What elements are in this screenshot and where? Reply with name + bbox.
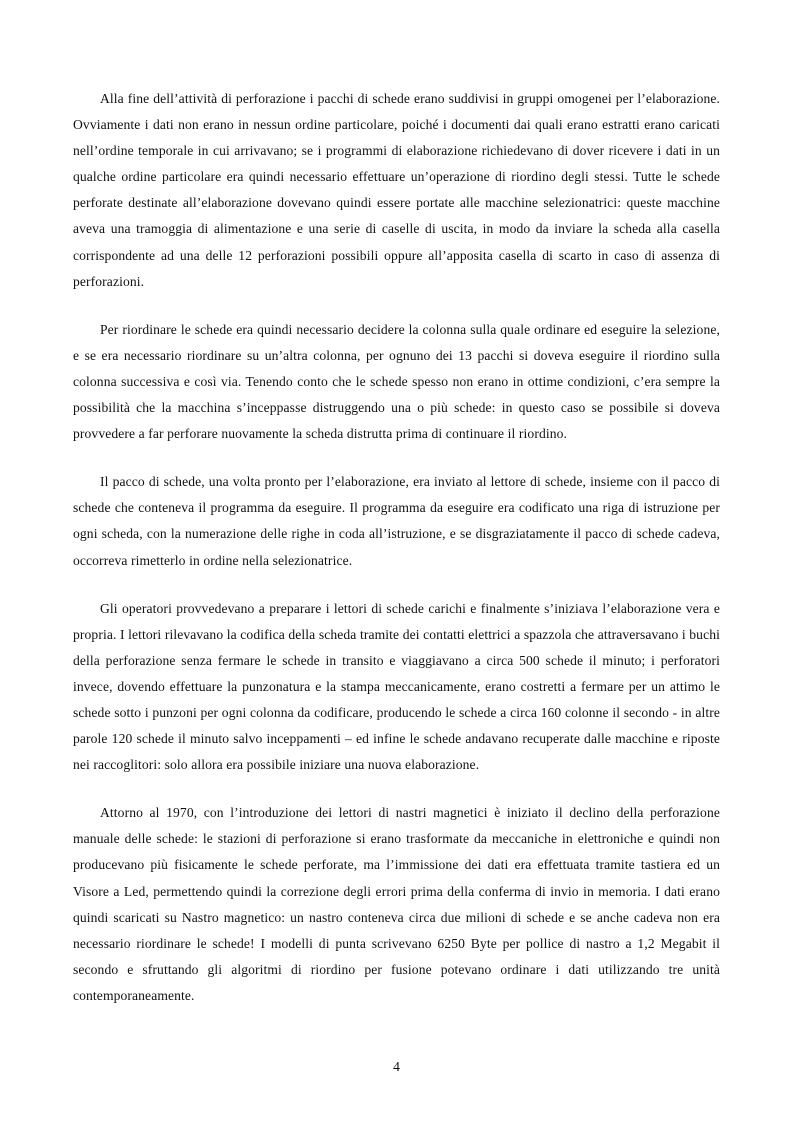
paragraph-4: Gli operatori provvedevano a preparare i lettori di schede carichi e finalmente s’iniziava l’elaborazione vera e propria. I lettori rilevavano la codifica della scheda tramite dei contatti elettrici a spazzola che attraversavano i buchi della perforazione senza fermare le schede in transito e viaggiavano a circa 500 schede il minuto; i perforatori invece, dovendo effettuare la punzonatura e la stampa meccanicamente, erano costretti a fermare per un attimo le schede sotto i punzoni per ogni colonna da codificare, producendo le schede a circa 160 colonne il secondo - in altre parole 120 schede il minuto salvo inceppamenti – ed infine le schede andavano recuperate dalle macchine e riposte nei raccoglitori: solo allora era possibile iniziare una nuova elaborazione. — [73, 600, 720, 773]
paragraph-3: Il pacco di schede, una volta pronto per l’elaborazione, era inviato al lettore di schede, insieme con il pacco di schede che conteneva il programma da eseguire. Il programma da eseguire era codificato una riga di istruzione per ogni scheda, con la numerazione delle righe in coda all’istruzione, e se disgraziatamente il pacco di schede cadeva, occorreva rimetterlo in ordine nella selezionatrice. — [73, 474, 720, 568]
paragraph-2: Per riordinare le schede era quindi necessario decidere la colonna sulla quale ordinare ed eseguire la selezione, e se era necessario riordinare su un’altra colonna, per ognuno dei 13 pacchi si doveva eseguire il riordino sulla colonna successiva e così via. Tenendo conto che le schede spesso non erano in ottime condizioni, c’era sempre la possibilità che la macchina s’inceppasse distruggendo una o più schede: in questo caso se possibile si doveva provvedere a far perforare nuovamente la scheda distrutta prima di continuare il riordino. — [73, 321, 720, 442]
paragraph-5: Attorno al 1970, con l’introduzione dei lettori di nastri magnetici è iniziato il declino della perforazione manuale delle schede: le stazioni di perforazione si erano trasformate da meccaniche in elettroniche e quindi non producevano più fisicamente le schede perforate, ma l’immissione dei dati era effettuata tramite tastiera ed un Visore a Led, permettendo quindi la correzione degli errori prima della conferma di invio in memoria. I dati erano quindi scaricati su Nastro magnetico: un nastro conteneva circa due milioni di schede e se anche cadeva non era necessario riordinare le schede! I modelli di punta scrivevano 6250 Byte per pollice di nastro a 1,2 Megabit il secondo e sfruttando gli algoritmi di riordino per fusione potevano ordinare i dati utilizzando tre unità contemporaneamente. — [73, 805, 720, 1003]
paragraph-1: Alla fine dell’attività di perforazione i pacchi di schede erano suddivisi in gruppi omogenei per l’elaborazione. Ovviamente i dati non erano in nessun ordine particolare, poiché i documenti dai quali erano estratti erano caricati nell’ordine temporale in cui arrivavano; se i programmi di elaborazione richiedevano di dover ricevere i dati in un qualche ordine particolare era quindi necessario effettuare un’operazione di riordino degli stessi. Tutte le schede perforate destinate all’elaborazione dovevano quindi essere portate alle macchine selezionatrici: queste macchine aveva una tramoggia di alimentazione e una serie di caselle di uscita, in modo da inviare la scheda alla casella corrispondente ad una delle 12 perforazioni possibili oppure all’apposita casella di scarto in caso di assenza di perforazioni. — [73, 91, 720, 289]
body-text — [73, 86, 720, 1031]
page-number: 4 — [393, 1059, 400, 1074]
